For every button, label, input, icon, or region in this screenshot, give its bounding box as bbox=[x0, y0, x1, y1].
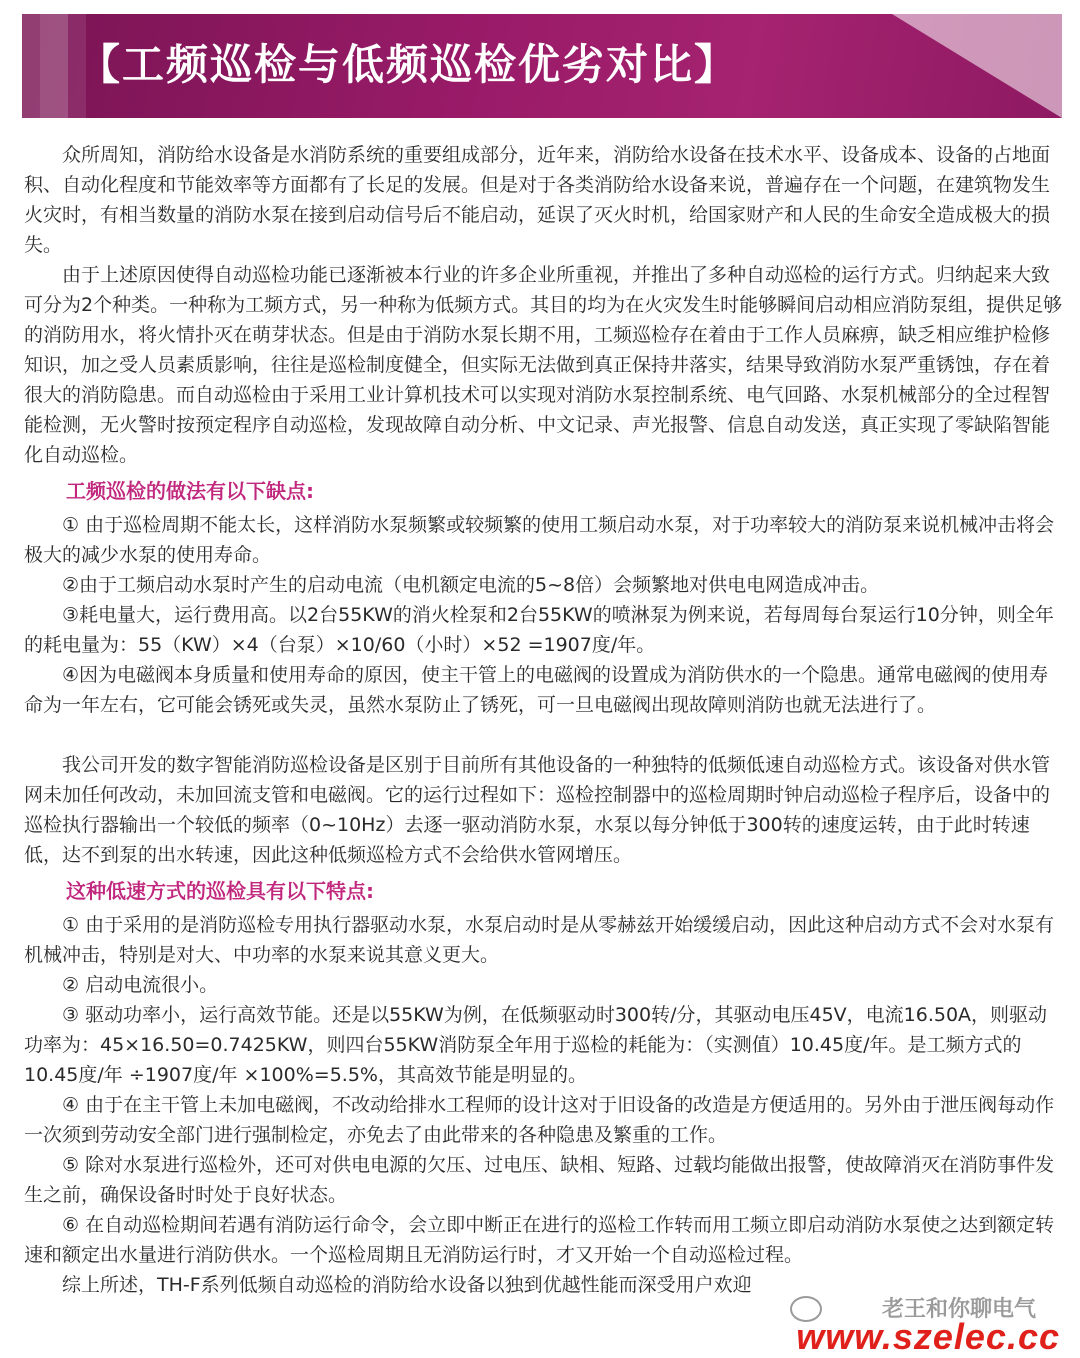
intro-paragraph-1: 众所周知，消防给水设备是水消防系统的重要组成部分，近年来，消防给水设备在技术水平、设备成本、设备的占地面积、自动化程度和节能效率等方面都有了长足的发展。但是对于各类消防给水设备来说，普遍存在一个问题，在建筑物发生火灾时，有相当数量的消防水泵在接到启动信号后不能启动，延误了灭火时机，给国家财产和人民的生命安全造成极大的损失。 bbox=[24, 144, 1051, 256]
drawback-item-3: ③耗电量大，运行费用高。以2台55KW的消火栓泵和2台55KW的喷淋泵为例来说，若每周每台泵运行10分钟，则全年的耗电量为：55（KW）×4（台泵）×10/60（小时）×52 =1907度/年。 bbox=[24, 604, 1054, 656]
drawback-item-2: ②由于工频启动水泵时产生的启动电流（电机额定电流的5~8倍）会频繁地对供电电网造成冲击。 bbox=[62, 574, 880, 596]
section-heading-features: 这种低速方式的巡检具有以下特点: bbox=[66, 879, 374, 903]
drawback-item-1: ① 由于巡检周期不能太长，这样消防水泵频繁或较频繁的使用工频启动水泵，对于功率较大的消防泵来说机械冲击将会极大的减少水泵的使用寿命。 bbox=[24, 514, 1055, 566]
intro-paragraph-2: 由于上述原因使得自动巡检功能已逐渐被本行业的许多企业所重视，并推出了多种自动巡检的运行方式。归纳起来大致可分为2个种类。一种称为工频方式，另一种称为低频方式。其目的均为在火灾发生时能够瞬间启动相应消防泵组，提供足够的消防用水，将火情扑灭在萌芽状态。但是由于消防水泵长期不用，工频巡检存在着由于工作人员麻痹，缺乏相应维护检修知识，加之受人员素质影响，往往是巡检制度健全，但实际无法做到真正保持井落实，结果导致消防水泵严重锈蚀，存在着很大的消防隐患。而自动巡检由于采用工业计算机技术可以实现对消防水泵控制系统、电气回路、水泵机械部分的全过程智能检测，无火警时按预定程序自动巡检，发现故障自动分析、中文记录、声光报警、信息自动发送，真正实现了零缺陷智能化自动巡检。 bbox=[24, 264, 1063, 466]
feature-item-3: ③ 驱动功率小，运行高效节能。还是以55KW为例，在低频驱动时300转/分，其驱动电压45V，电流16.50A，则驱动功率为：45×16.50=0.7425KW，则四台55KW消防泵全年用于巡检的耗能为：（实测值）10.45度/年。是工频方式的10.45度/年 ÷1907度/年 ×100%=5.5%，其高效节能是明显的。 bbox=[24, 1004, 1048, 1086]
feature-item-4: ④ 由于在主干管上未加电磁阀，不改动给排水工程师的设计这对于旧设备的改造是方便适用的。另外由于泄压阀每动作一次须到劳动安全部门进行强制检定，亦免去了由此带来的各种隐患及繁重的工作。 bbox=[24, 1094, 1055, 1146]
banner-corner bbox=[892, 14, 1062, 118]
conclusion-paragraph: 综上所述，TH-F系列低频自动巡检的消防给水设备以独到优越性能而深受用户欢迎 bbox=[62, 1274, 752, 1296]
feature-item-2: ② 启动电流很小。 bbox=[62, 974, 219, 996]
page-title: 【工频巡检与低频巡检优劣对比】 bbox=[78, 40, 739, 89]
drawback-item-4: ④因为电磁阀本身质量和使用寿命的原因，使主干管上的电磁阀的设置成为消防供水的一个隐患。通常电磁阀的使用寿命为一年左右，它可能会锈死或失灵，虽然水泵防止了锈死，可一旦电磁阀出现故障则消防也就无法进行了。 bbox=[24, 664, 1049, 716]
feature-item-5: ⑤ 除对水泵进行巡检外，还可对供电电源的欠压、过电压、缺相、短路、过载均能做出报警，使故障消灭在消防事件发生之前，确保设备时时处于良好状态。 bbox=[24, 1154, 1055, 1206]
title-banner bbox=[22, 14, 1062, 118]
company-paragraph: 我公司开发的数字智能消防巡检设备是区别于目前所有其他设备的一种独特的低频低速自动巡检方式。该设备对供水管网未加任何改动，未加回流支管和电磁阀。它的运行过程如下：巡检控制器中的巡检周期时钟启动巡检子程序后，设备中的巡检执行器输出一个较低的频率（0~10Hz）去逐一驱动消防水泵，水泵以每分钟低于300转的速度运转，由于此时转速低，达不到泵的出水转速，因此这种低频巡检方式不会给供水管网增压。 bbox=[24, 754, 1051, 866]
feature-item-6: ⑥ 在自动巡检期间若遇有消防运行命令，会立即中断正在进行的巡检工作转而用工频立即启动消防水泵使之达到额定转速和额定出水量进行消防供水。一个巡检周期且无消防运行时，才又开始一个自动巡检过程。 bbox=[24, 1214, 1055, 1266]
watermark-account: 老王和你聊电气 bbox=[878, 1292, 1040, 1323]
section-heading-drawbacks: 工频巡检的做法有以下缺点: bbox=[66, 479, 314, 503]
feature-item-1: ① 由于采用的是消防巡检专用执行器驱动水泵，水泵启动时是从零赫兹开始缓缓启动，因此这种启动方式不会对水泵有机械冲击，特别是对大、中功率的水泵来说其意义更大。 bbox=[24, 914, 1055, 966]
article-body bbox=[24, 140, 1064, 1300]
watermark-site: www.szelec.cc bbox=[796, 1316, 1060, 1357]
spacer bbox=[24, 720, 1064, 750]
